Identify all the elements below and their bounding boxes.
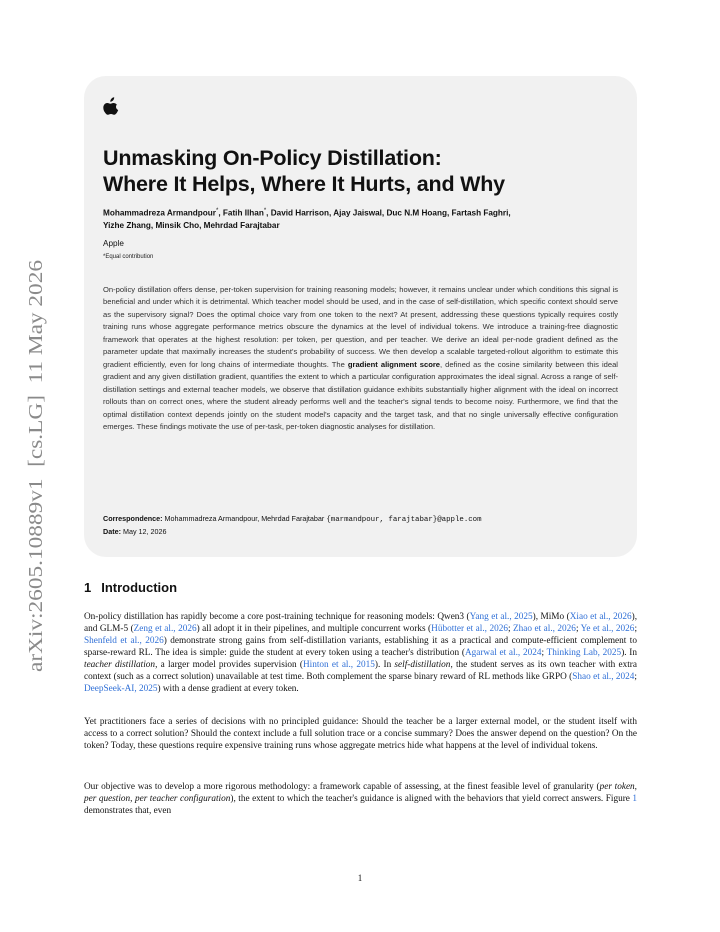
citation-link[interactable]: Yang et al., 2025 — [469, 612, 533, 622]
author-name: Mohammadreza Armandpour — [103, 208, 216, 218]
equal-contribution-mark: * — [215, 208, 219, 214]
author-names: David Harrison, Ajay Jaiswal, Duc N.M Hoang, Fartash Faghri, — [270, 208, 511, 218]
contact-email[interactable]: {marmandpour, farajtabar}@apple.com — [326, 516, 482, 524]
correspondence-line: Correspondence: Mohammadreza Armandpour, Mehrdad Farajtabar {marmandpour, farajtabar}@apple.com — [103, 514, 482, 524]
intro-paragraph-2: Yet practitioners face a series of decisions with no principled guidance: Should the teacher be a larger external model, or the student itself with access to a correct solution? Should the context include a full solution trace or a concise summary? Does the answer depend on the question? On the token? Today, these questions require expensive training runs whose aggregate metrics hide what happens at the level of individual tokens. — [84, 717, 637, 752]
date-line: Date: May 12, 2026 — [103, 527, 167, 536]
citation-link[interactable]: Xiao et al., 2026 — [569, 612, 632, 622]
abstract-bold-term: gradient alignment score — [347, 359, 441, 369]
citation-link[interactable]: Agarwal et al., 2024 — [464, 648, 542, 659]
citation-link[interactable]: Thinking Lab, 2025 — [546, 648, 622, 659]
section-number: 1 — [84, 580, 92, 595]
author-name: Fatih Ilhan — [222, 208, 264, 218]
title-line-1: Unmasking On-Policy Distillation: — [103, 146, 442, 170]
arxiv-identifier-text: arXiv:2605.10889v1 [cs.LG] 11 May 2026 — [25, 318, 47, 672]
abstract: On-policy distillation offers dense, per-token supervision for training reasoning models; however, it remains unclear under which conditions this signal is beneficial and under which it is detrimental. Which teacher model should be used, and in the case of self-distillation, which specific context should serve as the supervisory signal? Does the optimal choice vary from one token to the next? At present, addressing these questions typically requires costly training runs whose aggregate performance metrics obscure the dynamics at the level of individual tokens. We introduce a training-free diagnostic framework that operates at the highest resolution: per token, per question, and per teacher. We derive an ideal per-node gradient defined as the parameter update that maximally increases the student's probability of success. We then develop a scalable targeted-rollout algorithm to estimate this gradient efficiently, even for long chains of intermediate thoughts. The gradient alignment score, defined as the cosine similarity between this ideal gradient and any given distillation gradient, quantifies the extent to which a particular configuration approximates the ideal signal. Across a range of self-distillation settings and external teacher models, we observe that distillation guidance exhibits substantially higher alignment with the ideal on incorrect rollouts than on correct ones, where the student already performs well and the teacher's signal tends to become noisy. Furthermore, we find that the optimal distillation context depends jointly on the student model's capacity and the target task, and that no single universally effective configuration emerges. These findings motivate the use of per-task, per-token diagnostic analyses for distillation. — [103, 285, 618, 431]
page-number: 1 — [357, 873, 363, 883]
section-heading — [84, 580, 187, 595]
affiliation: Apple — [103, 239, 124, 248]
intro-paragraph-3: Our objective was to develop a more rigorous methodology: a framework capable of assessing, at the finest feasible level of granularity (per token, per question, per teacher configuration), the extent to which the teacher's guidance is aligned with the behaviors that yield correct answers. Figure 1 demonstrates that, even — [84, 782, 637, 817]
citation-link[interactable]: Shenfeld et al., 2026 — [84, 636, 164, 647]
citation-link[interactable]: Hinton et al., 2015 — [302, 660, 375, 671]
citation-link[interactable]: Ye et al., 2026 — [580, 624, 635, 635]
paper-title — [103, 145, 623, 197]
equal-contribution-mark: * — [263, 208, 267, 214]
intro-paragraph-1: On-policy distillation has rapidly become a core post-training technique for reasoning models: Qwen3 (Yang et al., 2025), MiMo (Xiao et al., 2026), and GLM-5 (Zeng et al., 2026) all adopt it in their pipelines, and multiple concurrent works (Hübotter et al., 2026; Zhao et al., 2026; Ye et al., 2026; Shenfeld et al., 2026) demonstrate strong gains from self-distillation variants, establishing it as a practical and compute-efficient complement to sparse-reward RL. The idea is simple: guide the student at every token using a teacher's distribution (Agarwal et al., 2024; Thinking Lab, 2025). In teacher distillation, a larger model provides supervision (Hinton et al., 2015). In self-distillation, the student serves as its own teacher with extra context (such as a correct solution) unavailable at test time. Both complement the sparse binary reward of RL methods like GRPO (Shao et al., 2024; DeepSeek-AI, 2025) with a dense gradient at every token. — [84, 612, 638, 695]
correspondence-block — [103, 513, 482, 537]
author-list: Mohammadreza Armandpour*, Fatih Ilhan*, David Harrison, Ajay Jaiswal, Duc N.M Hoang, Fartash Faghri, Yizhe Zhang, Minsik Cho, Mehrdad Farajtabar — [103, 208, 511, 230]
citation-link[interactable]: Zeng et al., 2026 — [133, 624, 197, 635]
citation-link[interactable]: Zhao et al., 2026 — [513, 624, 576, 635]
equal-contribution-note: *Equal contribution — [103, 254, 154, 260]
author-names: Yizhe Zhang, Minsik Cho, Mehrdad Farajtabar — [103, 220, 280, 230]
header-card — [84, 76, 637, 557]
arxiv-identifier — [20, 260, 50, 680]
figure-reference-link[interactable]: 1 — [632, 794, 637, 805]
citation-link[interactable]: DeepSeek-AI, 2025 — [84, 684, 158, 695]
section-title: Introduction — [101, 580, 178, 595]
citation-link[interactable]: Shao et al., 2024 — [572, 672, 635, 683]
title-line-2: Where It Helps, Where It Hurts, and Why — [103, 172, 505, 196]
citation-link[interactable]: Hübotter et al., 2026 — [431, 624, 508, 635]
apple-logo-icon — [103, 97, 119, 117]
